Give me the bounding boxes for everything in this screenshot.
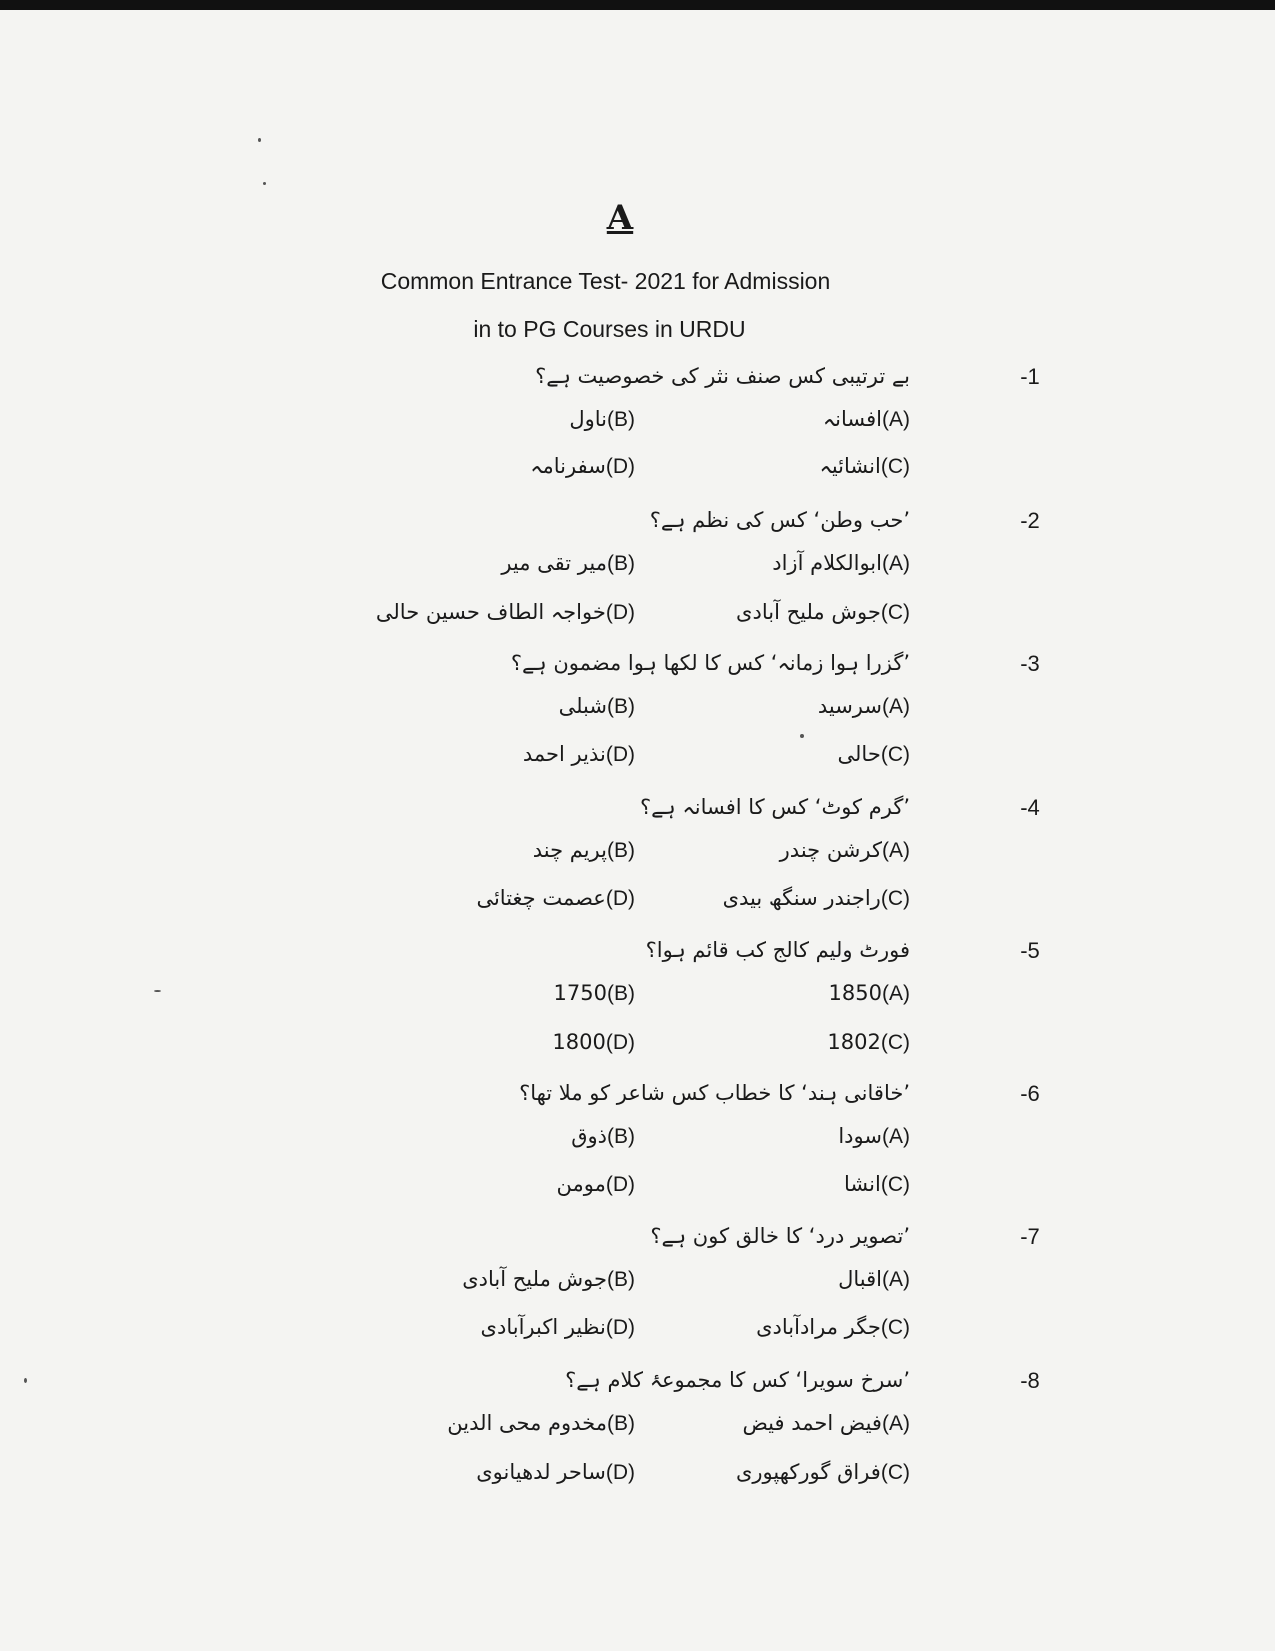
option-d [335,1460,635,1485]
option-b [335,407,635,432]
question-number: -1 [1020,364,1040,389]
option-marker: (C) [880,1031,910,1054]
option-text: سرسید [817,694,882,718]
option-text: 1850 [828,981,882,1005]
option-text: پریم چند [532,838,607,862]
question-5 [0,934,1275,974]
option-marker: (A) [881,552,910,575]
option-b [335,1267,635,1292]
option-text: سودا [838,1124,882,1148]
option-marker: (C) [880,1316,910,1339]
option-marker: (C) [880,1461,910,1484]
option-marker: (D) [605,1031,635,1054]
option-marker: (C) [880,455,910,478]
question-text: ’سرخ سویرا‘ کس کا مجموعۂ کلام ہے؟ [565,1368,910,1392]
option-a [610,1124,910,1149]
scan-speck [24,1378,27,1383]
option-text: 1750 [553,981,607,1005]
scan-top-border [0,0,1275,10]
option-text: ذوق [571,1124,607,1148]
question-number: -4 [1020,795,1040,820]
question-8 [0,1364,1275,1404]
option-c [610,600,910,625]
option-text: شبلی [558,694,607,718]
option-b [335,1124,635,1149]
option-marker: (A) [881,1268,910,1291]
option-b [335,551,635,576]
option-d [335,600,635,625]
question-text: ’حب وطن‘ کس کی نظم ہے؟ [649,508,910,532]
option-a [610,551,910,576]
option-text: نذیر احمد [522,742,606,766]
option-marker: (A) [881,1412,910,1435]
option-d [335,454,635,479]
question-text: ’گزرا ہوا زمانہ‘ کس کا لکھا ہوا مضمون ہے؟ [510,651,910,675]
option-marker: (D) [605,601,635,624]
option-a [610,838,910,863]
option-text: حالی [837,742,881,766]
option-text: جوش ملیح آبادی [462,1267,607,1291]
option-marker: (D) [605,1173,635,1196]
option-marker: (A) [881,982,910,1005]
option-text: راجندر سنگھ بیدی [722,886,881,910]
option-text: انشا [844,1172,881,1196]
option-marker: (B) [606,1125,635,1148]
option-d [335,1172,635,1197]
option-marker: (D) [605,887,635,910]
option-c [610,454,910,479]
option-b [335,694,635,719]
scan-speck [263,182,266,185]
option-a [610,1411,910,1436]
exam-title-line-2: in to PG Courses in URDU [473,316,746,342]
option-c [610,886,910,911]
question-4 [0,791,1275,831]
option-d [335,1030,635,1055]
option-b [335,838,635,863]
option-marker: (C) [880,743,910,766]
option-text: افسانہ [822,407,882,431]
option-a [610,694,910,719]
option-text: نظیر اکبرآبادی [480,1315,606,1339]
question-text: ’گرم کوٹ‘ کس کا افسانہ ہے؟ [639,795,910,819]
option-text: کرشن چندر [779,838,882,862]
option-b [335,1411,635,1436]
question-text: بے ترتیبی کس صنف نثر کی خصوصیت ہے؟ [535,364,910,388]
option-marker: (D) [605,1461,635,1484]
option-text: خواجہ الطاف حسین حالی [375,600,606,624]
option-c [610,742,910,767]
question-number: -5 [1020,938,1040,963]
option-marker: (D) [605,455,635,478]
option-text: ساحر لدھیانوی [476,1460,606,1484]
question-number: -7 [1020,1224,1040,1249]
option-a [610,407,910,432]
option-text: 1800 [552,1030,606,1054]
question-number: -8 [1020,1368,1040,1393]
option-text: ناول [569,407,607,431]
option-c [610,1172,910,1197]
question-text: ’خاقانی ہند‘ کا خطاب کس شاعر کو ملا تھا؟ [519,1081,910,1105]
option-b [335,981,635,1006]
option-marker: (A) [881,839,910,862]
option-marker: (A) [881,1125,910,1148]
question-number: -2 [1020,508,1040,533]
question-text: ’تصویر درد‘ کا خالق کون ہے؟ [650,1224,910,1248]
option-marker: (C) [880,887,910,910]
question-number: -6 [1020,1081,1040,1106]
option-marker: (B) [606,839,635,862]
option-c [610,1030,910,1055]
option-marker: (D) [605,743,635,766]
exam-title-line-1: Common Entrance Test- 2021 for Admission [380,268,831,294]
option-text: عصمت چغتائی [476,886,606,910]
option-marker: (B) [606,552,635,575]
option-marker: (C) [880,601,910,624]
option-text: میر تقی میر [501,551,607,575]
option-text: جگر مرادآبادی [756,1315,881,1339]
option-text: جوش ملیح آبادی [736,600,881,624]
option-a [610,1267,910,1292]
question-1 [0,360,1275,400]
question-2 [0,504,1275,544]
option-marker: (B) [606,1268,635,1291]
option-marker: (B) [606,982,635,1005]
question-text: فورٹ ولیم کالج کب قائم ہوا؟ [645,938,910,962]
option-c [610,1460,910,1485]
scan-speck [154,990,161,992]
option-marker: (B) [606,1412,635,1435]
option-d [335,1315,635,1340]
option-marker: (D) [605,1316,635,1339]
option-text: ابوالکلام آزاد [772,551,882,575]
option-text: مومن [556,1172,606,1196]
question-set-letter: A [606,198,634,238]
option-a [610,981,910,1006]
option-d [335,886,635,911]
question-6 [0,1077,1275,1117]
exam-page [0,10,1275,1651]
option-text: مخدوم محی الدین [447,1411,607,1435]
option-d [335,742,635,767]
question-7 [0,1220,1275,1260]
question-number: -3 [1020,651,1040,676]
option-marker: (A) [881,695,910,718]
question-3 [0,647,1275,687]
option-text: فراق گورکھپوری [735,1460,881,1484]
option-c [610,1315,910,1340]
option-marker: (C) [880,1173,910,1196]
scan-speck [800,734,804,738]
option-marker: (B) [606,695,635,718]
option-text: سفرنامہ [530,454,606,478]
option-text: 1802 [827,1030,881,1054]
option-text: فیض احمد فیض [742,1411,882,1435]
option-marker: (B) [606,408,635,431]
option-text: اقبال [838,1267,882,1291]
option-text: انشائیہ [819,454,881,478]
scan-speck [258,138,261,142]
option-marker: (A) [881,408,910,431]
